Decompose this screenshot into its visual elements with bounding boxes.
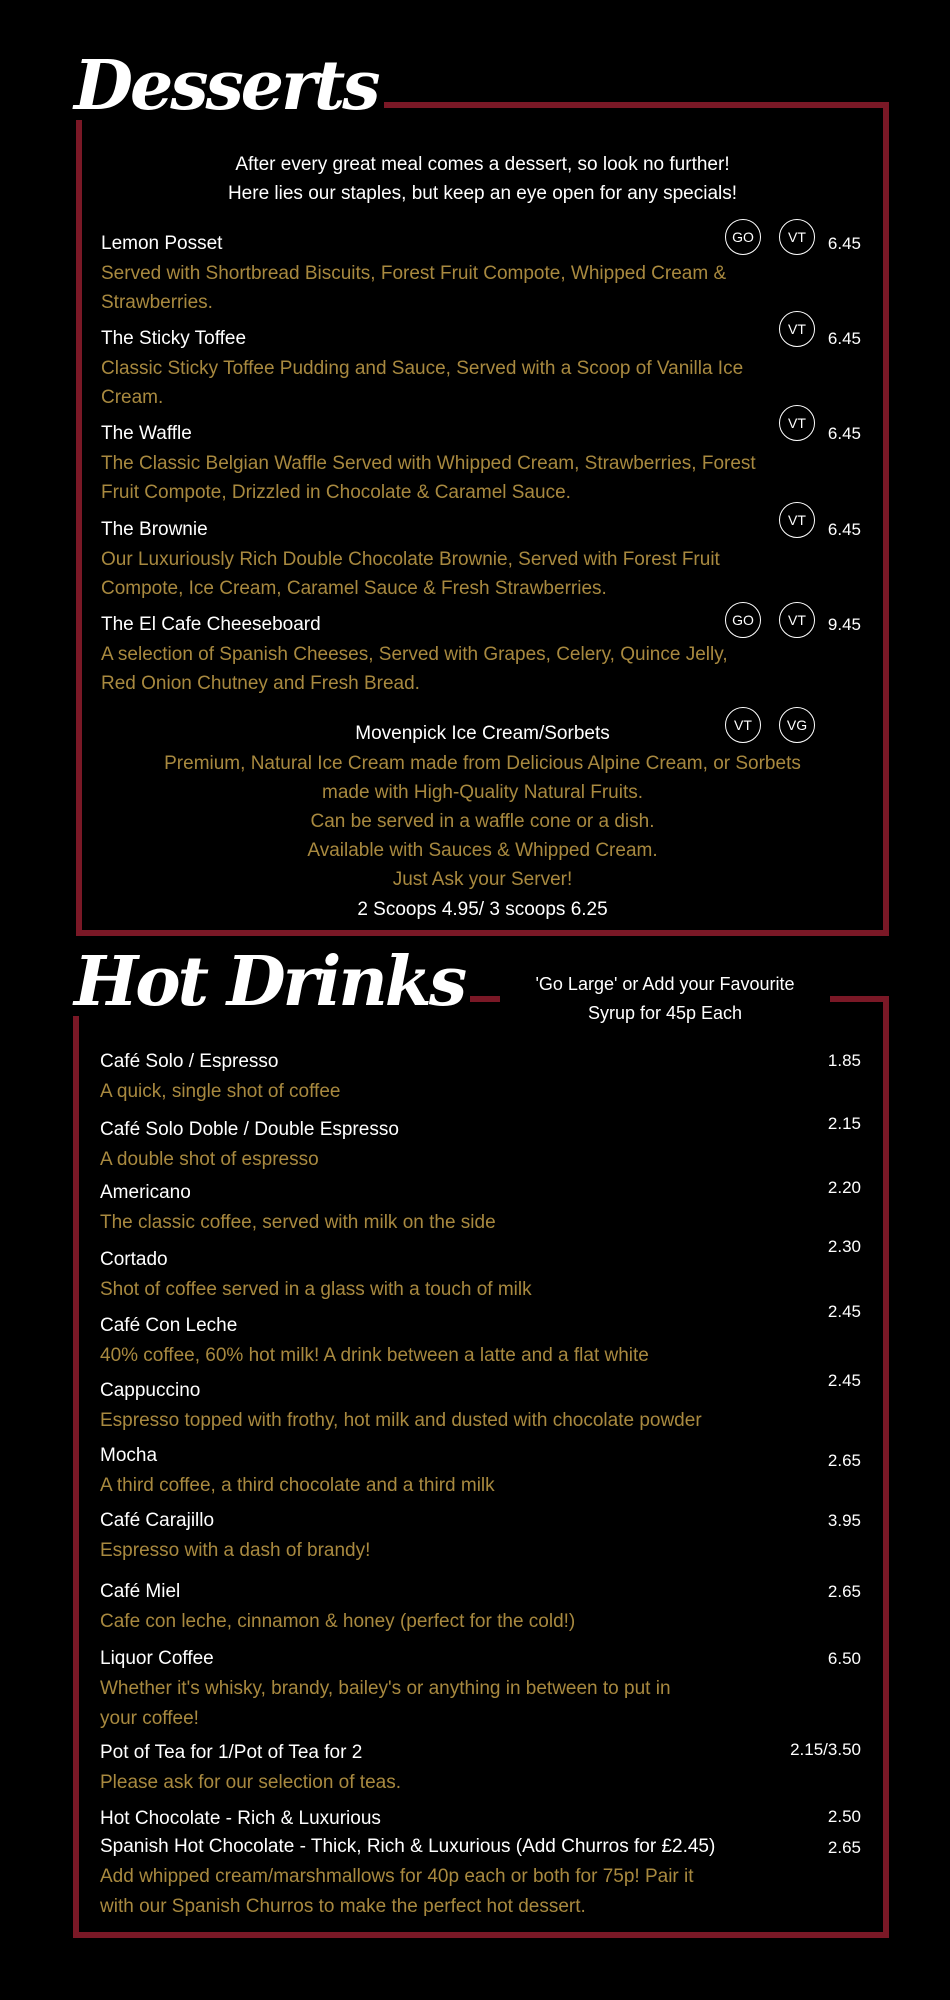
ice-cream-description: Just Ask your Server! (392, 869, 573, 890)
dietary-badge: VT (779, 311, 815, 347)
ice-cream-description: made with High-Quality Natural Fruits. (322, 782, 643, 803)
dessert-price: 6.45 (827, 234, 861, 253)
drink-description: A double shot of espresso (100, 1149, 319, 1170)
dessert-description: Strawberries. (101, 292, 213, 313)
drink-price: 2.65 (827, 1838, 861, 1857)
drink-description: Whether it's whisky, brandy, bailey's or anything in between to put in (100, 1678, 671, 1699)
drink-name: Café Solo / Espresso (100, 1051, 279, 1072)
drink-name: Americano (100, 1182, 191, 1203)
drink-description: The classic coffee, served with milk on the side (100, 1212, 496, 1233)
drink-price: 2.20 (827, 1178, 861, 1197)
dessert-name: Lemon Posset (101, 233, 223, 254)
dessert-name: The Waffle (101, 423, 192, 444)
dessert-description: The Classic Belgian Waffle Served with Whipped Cream, Strawberries, Forest (101, 453, 756, 474)
drink-description: Add whipped cream/marshmallows for 40p each or both for 75p! Pair it (100, 1866, 694, 1887)
intro-line: After every great meal comes a dessert, so look no further! (235, 154, 730, 175)
dessert-description: Cream. (101, 387, 164, 408)
intro-line: Here lies our staples, but keep an eye open for any specials! (227, 183, 738, 204)
dessert-price: 9.45 (827, 615, 861, 634)
ice-cream-description: Available with Sauces & Whipped Cream. (307, 840, 658, 861)
dietary-badge: VT (725, 707, 761, 743)
drink-name: Mocha (100, 1445, 158, 1466)
drink-price: 2.65 (827, 1582, 861, 1601)
ice-cream-price: 2 Scoops 4.95/ 3 scoops 6.25 (357, 899, 608, 920)
drink-description: Please ask for our selection of teas. (100, 1772, 401, 1793)
dietary-badge: GO (725, 602, 761, 638)
drink-name: Cappuccino (100, 1380, 201, 1401)
drink-name: Café Miel (100, 1581, 181, 1602)
dessert-name: The Sticky Toffee (101, 328, 247, 349)
drink-price: 2.50 (827, 1807, 861, 1826)
dietary-badge: GO (725, 219, 761, 255)
dessert-price: 6.45 (827, 329, 861, 348)
dessert-price: 6.45 (827, 520, 861, 539)
drink-name: Cortado (100, 1249, 168, 1270)
drink-description: with our Spanish Churros to make the perfect hot dessert. (100, 1896, 586, 1917)
ice-cream-description: Can be served in a waffle cone or a dish. (310, 811, 655, 832)
drink-name: Liquor Coffee (100, 1648, 214, 1669)
dessert-description: A selection of Spanish Cheeses, Served with Grapes, Celery, Quince Jelly, (101, 644, 728, 665)
dessert-name: The Brownie (101, 519, 208, 540)
dietary-badge: VT (779, 502, 815, 538)
dietary-badge: VG (779, 707, 815, 743)
drink-price: 2.30 (827, 1237, 861, 1256)
drink-description: 40% coffee, 60% hot milk! A drink between a latte and a flat white (100, 1345, 649, 1366)
drink-price: 2.65 (827, 1451, 861, 1470)
drink-price: 2.15 (827, 1114, 861, 1133)
drink-name: Pot of Tea for 1/Pot of Tea for 2 (100, 1742, 363, 1763)
drink-price: 2.45 (827, 1371, 861, 1390)
drink-name: Café Solo Doble / Double Espresso (100, 1119, 399, 1140)
ice-cream-description: Premium, Natural Ice Cream made from Delicious Alpine Cream, or Sorbets (164, 753, 801, 774)
ice-cream-name: Movenpick Ice Cream/Sorbets (355, 723, 610, 744)
drink-name: Café Carajillo (100, 1510, 215, 1531)
drink-description: Cafe con leche, cinnamon & honey (perfect for the cold!) (100, 1611, 576, 1632)
drink-description: A third coffee, a third chocolate and a third milk (100, 1475, 495, 1496)
hot-drinks-title: Hot Drinks (68, 948, 470, 1016)
drink-name: Café Con Leche (100, 1315, 238, 1336)
desserts-title: Desserts (68, 52, 384, 120)
drink-price: 1.85 (827, 1051, 861, 1070)
dessert-description: Our Luxuriously Rich Double Chocolate Brownie, Served with Forest Fruit (101, 549, 720, 570)
dessert-price: 6.45 (827, 424, 861, 443)
drink-description: your coffee! (100, 1708, 199, 1729)
dessert-description: Served with Shortbread Biscuits, Forest Fruit Compote, Whipped Cream & (101, 263, 727, 284)
syrup-note (500, 970, 830, 1028)
drink-name: Hot Chocolate - Rich & Luxurious (100, 1808, 381, 1829)
syrup-note-line: Syrup for 45p Each (587, 1003, 743, 1023)
drink-description: Espresso topped with frothy, hot milk and dusted with chocolate powder (100, 1410, 702, 1431)
dietary-badge: VT (779, 219, 815, 255)
dessert-description: Compote, Ice Cream, Caramel Sauce & Fresh Strawberries. (101, 578, 607, 599)
dessert-description: Classic Sticky Toffee Pudding and Sauce, Served with a Scoop of Vanilla Ice (101, 358, 744, 379)
drink-price: 3.95 (827, 1511, 861, 1530)
dessert-description: Fruit Compote, Drizzled in Chocolate & Caramel Sauce. (101, 482, 571, 503)
drink-price: 6.50 (827, 1649, 861, 1668)
drink-description: Shot of coffee served in a glass with a touch of milk (100, 1279, 532, 1300)
drink-description: Espresso with a dash of brandy! (100, 1540, 371, 1561)
drink-price: 2.45 (827, 1302, 861, 1321)
dessert-description: Red Onion Chutney and Fresh Bread. (101, 673, 420, 694)
dietary-badge: VT (779, 405, 815, 441)
syrup-note-line: 'Go Large' or Add your Favourite (535, 974, 795, 994)
drink-name: Spanish Hot Chocolate - Thick, Rich & Luxurious (Add Churros for £2.45) (100, 1836, 716, 1857)
dessert-name: The El Cafe Cheeseboard (101, 614, 321, 635)
desserts-intro (76, 150, 889, 208)
dietary-badge: VT (779, 602, 815, 638)
drink-price: 2.15/3.50 (790, 1740, 861, 1759)
drink-description: A quick, single shot of coffee (100, 1081, 341, 1102)
